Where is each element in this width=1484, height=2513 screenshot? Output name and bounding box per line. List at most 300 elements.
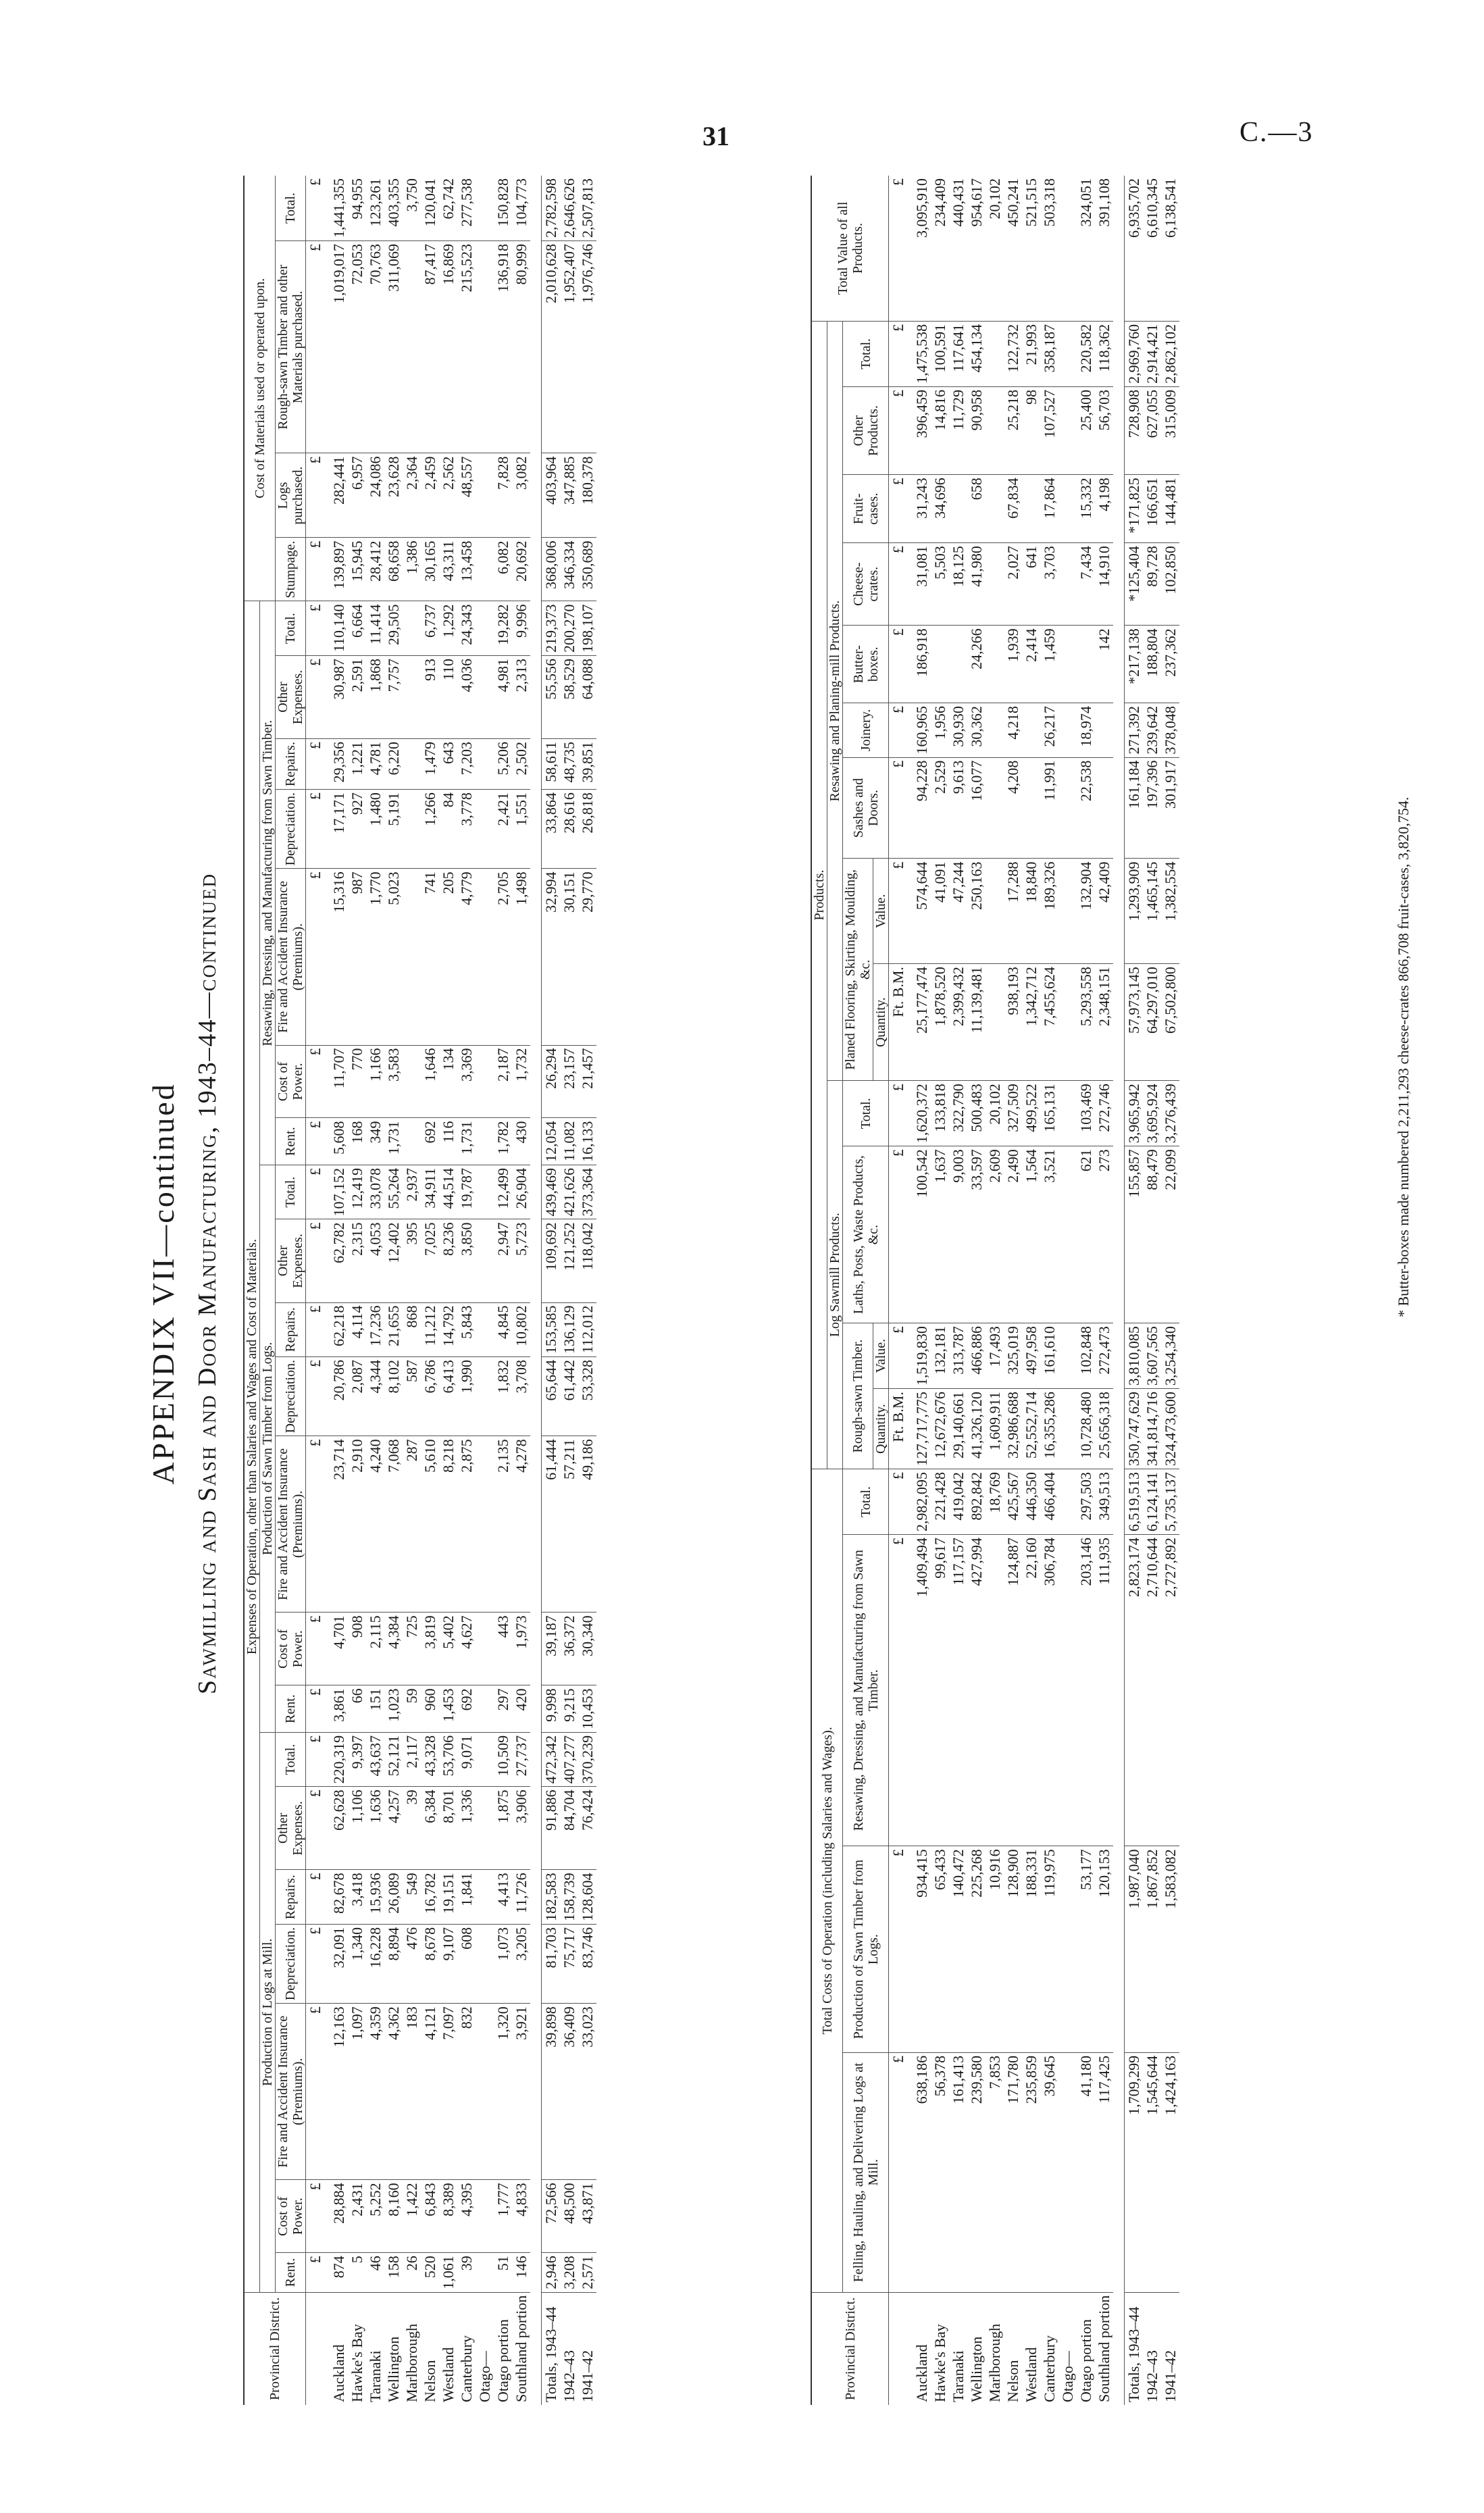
- group-logs-header: Production of Logs at Mill.: [260, 1732, 276, 2292]
- table-cell: 7,757: [384, 655, 403, 738]
- table-cell: 1,868: [366, 655, 384, 738]
- table-cell: 136,918: [494, 241, 512, 453]
- table-cell: 20,786: [324, 1357, 348, 1436]
- table-cell: 2,431: [348, 2180, 366, 2253]
- table-cell: [1022, 757, 1040, 859]
- table-cell: 52,121: [384, 1732, 403, 1787]
- table-cell: 18,840: [1022, 859, 1040, 964]
- table-cell: 133,818: [931, 1081, 949, 1146]
- table-cell: 150,828: [494, 176, 512, 241]
- page-code: C.—3: [1239, 117, 1314, 148]
- table-cell: 934,415: [907, 1846, 931, 2053]
- table-cell: 29,770: [578, 869, 596, 1045]
- table-cell: 2,875: [457, 1436, 476, 1613]
- table-cell: 3,819: [421, 1613, 439, 1685]
- table-cell: 832: [457, 2004, 476, 2180]
- table-cell: [1058, 1469, 1077, 1535]
- table-cell: 6,843: [421, 2180, 439, 2253]
- table-cell: 327,509: [1004, 1081, 1022, 1146]
- table-cell: 324,051: [1077, 176, 1095, 321]
- table-cell: 10,509: [494, 1732, 512, 1787]
- table-row: [348, 176, 366, 2405]
- table-cell: 4,384: [384, 1613, 403, 1685]
- total-label: 1942–43: [1144, 2350, 1160, 2402]
- table-cell: 3,205: [512, 1924, 530, 2003]
- table-cell: 80,999: [512, 241, 530, 453]
- table-cell: 1,453: [439, 1685, 457, 1733]
- unit-label: £: [889, 321, 908, 386]
- total-row: [542, 176, 561, 2405]
- district-label: Auckland: [330, 2344, 347, 2402]
- table-cell: 57,211: [560, 1436, 578, 1613]
- table-cell: 161,610: [1040, 1323, 1058, 1389]
- table-cell: [476, 1685, 494, 1733]
- table-cell: [476, 869, 494, 1045]
- unit-label: £: [889, 1323, 908, 1389]
- unit-label: £: [306, 1924, 325, 2003]
- table-cell: 139,897: [324, 538, 348, 601]
- total-label: Totals, 1943–44: [1125, 2292, 1144, 2405]
- table-cell: 6,138,541: [1161, 176, 1179, 321]
- log-total-header: Total.: [843, 1081, 889, 1146]
- table-cell: 22,160: [1022, 1535, 1040, 1846]
- total-row: [1161, 176, 1179, 2405]
- table-cell: 19,282: [494, 601, 512, 656]
- expense-col-header: Repairs.: [276, 1870, 306, 1925]
- table-cell: 1,939: [1004, 626, 1022, 703]
- table-cell: 171,780: [1004, 2052, 1022, 2292]
- unit-label: £: [306, 176, 325, 241]
- table-cell: 11,991: [1040, 757, 1058, 859]
- table-row: [494, 176, 512, 2405]
- resaw-total-header: Total.: [843, 321, 889, 386]
- table-cell: 3,810,085: [1125, 1323, 1144, 1389]
- footnote: * Butter-boxes made numbered 2,211,293 cheese-crates 866,708 fruit-cases, 3,820,754.: [1395, 796, 1412, 1317]
- unit-label: £: [306, 538, 325, 601]
- table-cell: 26,217: [1040, 703, 1058, 758]
- expenses-group-header: Expenses of Operation, other than Salaries and Wages and Cost of Materials.: [244, 601, 260, 2292]
- table-cell: 2,459: [421, 453, 439, 538]
- table-cell: 112,012: [578, 1302, 596, 1357]
- table-cell: 1,731: [384, 1118, 403, 1165]
- table-cell: 1,990: [457, 1357, 476, 1436]
- table-cell: 168: [348, 1118, 366, 1165]
- table-cell: 1,320: [494, 2004, 512, 2180]
- table-cell: 2,507,813: [578, 176, 596, 241]
- table-cell: 2,969,760: [1125, 321, 1144, 386]
- table-cell: [1058, 1535, 1077, 1846]
- table-cell: *171,825: [1125, 475, 1144, 543]
- table-cell: [476, 2253, 494, 2293]
- table-cell: 440,431: [949, 176, 967, 321]
- table-cell: 111,935: [1095, 1535, 1113, 1846]
- table-cell: 57,973,145: [1125, 964, 1144, 1081]
- table-cell: 5,503: [931, 543, 949, 626]
- table-cell: 6,786: [421, 1357, 439, 1436]
- table-cell: 5: [348, 2253, 366, 2293]
- table-cell: 41,980: [967, 543, 986, 626]
- table-cell: 33,023: [578, 2004, 596, 2180]
- table-cell: 8,389: [439, 2180, 457, 2253]
- table-cell: 151: [366, 1685, 384, 1733]
- table-cell: 6,957: [348, 453, 366, 538]
- table-cell: 466,886: [967, 1323, 986, 1389]
- table-cell: 12,402: [384, 1219, 403, 1302]
- sashes-header: Sashes and Doors.: [843, 757, 889, 859]
- table-cell: 10,728,480: [1077, 1389, 1095, 1469]
- table-cell: 3,276,439: [1161, 1081, 1179, 1146]
- table-cell: 2,087: [348, 1357, 366, 1436]
- table-cell: 43,637: [366, 1732, 384, 1787]
- table-cell: 16,782: [421, 1870, 439, 1925]
- expense-col-header: Cost of Power.: [276, 1045, 306, 1118]
- table-cell: 1,636: [366, 1787, 384, 1870]
- table-cell: 9,071: [457, 1732, 476, 1787]
- expense-col-header: Total.: [276, 1732, 306, 1787]
- district-label: Wellington: [385, 2336, 402, 2402]
- table-cell: 109,692: [542, 1219, 561, 1302]
- table-cell: 122,732: [1004, 321, 1022, 386]
- table-cell: 118,362: [1095, 321, 1113, 386]
- table-cell: 16,355,286: [1040, 1389, 1058, 1469]
- table-cell: 83,746: [578, 1924, 596, 2003]
- table-cell: 200,270: [560, 601, 578, 656]
- table-cell: 2,710,644: [1143, 1535, 1161, 1846]
- table-cell: 53,328: [578, 1357, 596, 1436]
- table-cell: 5,206: [494, 739, 512, 790]
- table-cell: 51: [494, 2253, 512, 2293]
- table-cell: 65,433: [931, 1846, 949, 2053]
- table-row: [403, 176, 421, 2405]
- table-cell: 692: [421, 1118, 439, 1165]
- unit-label: £: [306, 869, 325, 1045]
- table-cell: 454,134: [967, 321, 986, 386]
- table-cell: 61,444: [542, 1436, 561, 1613]
- table-cell: 5,843: [457, 1302, 476, 1357]
- table-cell: 3,850: [457, 1219, 476, 1302]
- table-cell: 136,129: [560, 1302, 578, 1357]
- table-cell: 728,908: [1125, 386, 1144, 474]
- table-cell: 9,996: [512, 601, 530, 656]
- table-cell: 41,180: [1077, 2052, 1095, 2292]
- table-cell: 1,166: [366, 1045, 384, 1118]
- table-cell: 62,628: [324, 1787, 348, 1870]
- table-cell: 430: [512, 1118, 530, 1165]
- table-cell: 4,208: [1004, 757, 1022, 859]
- table-cell: 1,459: [1040, 626, 1058, 703]
- table-cell: 378,048: [1161, 703, 1179, 758]
- table-cell: 5,735,137: [1161, 1469, 1179, 1535]
- district-label: Otago portion: [1077, 2319, 1094, 2402]
- table-cell: 2,946: [542, 2253, 561, 2293]
- unit-label: £: [889, 1535, 908, 1846]
- table-cell: 6,220: [384, 739, 403, 790]
- unit-label: £: [889, 543, 908, 626]
- table-cell: 100,542: [907, 1146, 931, 1323]
- table-cell: [986, 475, 1004, 543]
- table-row: [1077, 176, 1095, 2405]
- table-cell: 146: [512, 2253, 530, 2293]
- table-cell: 6,737: [421, 601, 439, 656]
- table-cell: 1,023: [384, 1685, 403, 1733]
- total-label: Totals, 1943–44: [542, 2292, 561, 2405]
- district-label: Westland: [440, 2347, 457, 2402]
- expense-col-header: Repairs.: [276, 1302, 306, 1357]
- table-cell: 306,784: [1040, 1535, 1058, 1846]
- table-cell: 220,582: [1077, 321, 1095, 386]
- table-cell: 6,124,141: [1143, 1469, 1161, 1535]
- table-cell: 4,218: [1004, 703, 1022, 758]
- table-cell: 49,186: [578, 1436, 596, 1613]
- table-cell: 94,228: [907, 757, 931, 859]
- unit-label: £: [306, 2253, 325, 2293]
- table-cell: 325,019: [1004, 1323, 1022, 1389]
- table-cell: 1,465,145: [1143, 859, 1161, 964]
- table-cell: 30,362: [967, 703, 986, 758]
- table-cell: 26,818: [578, 790, 596, 869]
- table-cell: 277,538: [457, 176, 476, 241]
- table-cell: 1,424,163: [1161, 2052, 1179, 2292]
- unit-label: £: [889, 176, 908, 321]
- table-cell: 123,261: [366, 176, 384, 241]
- table-cell: 960: [421, 1685, 439, 1733]
- unit-label: £: [306, 2004, 325, 2180]
- table-cell: 17,493: [986, 1323, 1004, 1389]
- table-cell: 84: [439, 790, 457, 869]
- unit-label: £: [306, 1357, 325, 1436]
- district-label: Canterbury: [1041, 2335, 1058, 2402]
- table-cell: 503,318: [1040, 176, 1058, 321]
- table-cell: 403,964: [542, 453, 561, 538]
- table-cell: 39,645: [1040, 2052, 1058, 2292]
- table-cell: 5,293,558: [1077, 964, 1095, 1081]
- unit-label: £: [306, 241, 325, 453]
- table-cell: 4,981: [494, 655, 512, 738]
- table-cell: 91,886: [542, 1787, 561, 1870]
- table-cell: 161,184: [1125, 757, 1144, 859]
- table-cell: 2,115: [366, 1613, 384, 1685]
- unit-label: £: [889, 703, 908, 758]
- table-cell: 1,731: [457, 1118, 476, 1165]
- cost-col-production: Production of Sawn Timber from Logs.: [843, 1846, 889, 2053]
- material-col-header: Rough-sawn Timber and other Materials purchased.: [276, 241, 306, 453]
- table-cell: 48,557: [457, 453, 476, 538]
- table-cell: [403, 601, 421, 656]
- expense-col-header: Rent.: [276, 1685, 306, 1733]
- table-cell: 22,099: [1161, 1146, 1179, 1323]
- table-cell: 2,399,432: [949, 964, 967, 1081]
- table-cell: 282,441: [324, 453, 348, 538]
- table-cell: 868: [403, 1302, 421, 1357]
- table-cell: 4,701: [324, 1613, 348, 1685]
- expense-col-header: Repairs.: [276, 739, 306, 790]
- table-row: [439, 176, 457, 2405]
- table-cell: 20,102: [986, 1081, 1004, 1146]
- table-row: [931, 176, 949, 2405]
- table-cell: 425,567: [1004, 1469, 1022, 1535]
- table-cell: 421,626: [560, 1165, 578, 1219]
- table-cell: 32,986,688: [1004, 1389, 1022, 1469]
- table-cell: 1,841: [457, 1870, 476, 1925]
- table-cell: 643: [439, 739, 457, 790]
- table-cell: [1058, 1081, 1077, 1146]
- table-cell: 4,359: [366, 2004, 384, 2180]
- table-cell: 119,975: [1040, 1846, 1058, 2053]
- table-cell: [986, 386, 1004, 474]
- table-cell: 120,153: [1095, 1846, 1113, 2053]
- table-cell: 61,442: [560, 1357, 578, 1436]
- table-cell: [986, 703, 1004, 758]
- table-cell: 4,114: [348, 1302, 366, 1357]
- table-cell: 13,458: [457, 538, 476, 601]
- district-label: Otago portion: [494, 2319, 511, 2402]
- table-cell: 3,703: [1040, 543, 1058, 626]
- table-cell: 24,266: [967, 626, 986, 703]
- table-cell: 443: [494, 1613, 512, 1685]
- table-cell: 1,875: [494, 1787, 512, 1870]
- table-cell: 6,384: [421, 1787, 439, 1870]
- table-cell: 2,502: [512, 739, 530, 790]
- table-cell: 215,523: [457, 241, 476, 453]
- table-cell: 2,910: [348, 1436, 366, 1613]
- table-cell: [476, 1613, 494, 1685]
- table-cell: 7,434: [1077, 543, 1095, 626]
- table-cell: 36,409: [560, 2004, 578, 2180]
- table-cell: 2,187: [494, 1045, 512, 1118]
- district-header-2: Provincial District.: [811, 2292, 889, 2405]
- table-cell: 18,125: [949, 543, 967, 626]
- table-cell: 189,326: [1040, 859, 1058, 964]
- table-cell: 874: [324, 2253, 348, 2293]
- table-cell: 2,937: [403, 1165, 421, 1219]
- table-cell: 140,472: [949, 1846, 967, 2053]
- table-cell: 158: [384, 2253, 403, 2293]
- table-cell: 313,787: [949, 1323, 967, 1389]
- table-cell: 2,571: [578, 2253, 596, 2293]
- table-cell: 62,782: [324, 1219, 348, 1302]
- table-cell: 2,027: [1004, 543, 1022, 626]
- table-cell: 574,644: [907, 859, 931, 964]
- table-cell: 24,343: [457, 601, 476, 656]
- table-cell: 10,916: [986, 1846, 1004, 2053]
- table-cell: [476, 739, 494, 790]
- expense-col-header: Fire and Accident Insurance (Premiums).: [276, 869, 306, 1045]
- table-cell: 221,428: [931, 1469, 949, 1535]
- district-label: Southland portion: [513, 2295, 530, 2402]
- table-cell: 19,787: [457, 1165, 476, 1219]
- district-label: Marlborough: [403, 2323, 420, 2402]
- total-label: 1941–42: [1162, 2350, 1179, 2402]
- table-cell: 144,481: [1161, 475, 1179, 543]
- table-cell: 26,904: [512, 1165, 530, 1219]
- table-cell: 82,678: [324, 1870, 348, 1925]
- table-cell: 30,987: [324, 655, 348, 738]
- table-cell: 128,604: [578, 1870, 596, 1925]
- table-cell: 17,171: [324, 790, 348, 869]
- unit-label: £: [306, 1787, 325, 1870]
- table-cell: 396,459: [907, 386, 931, 474]
- table-cell: 117,157: [949, 1535, 967, 1846]
- table-cell: 938,193: [1004, 964, 1022, 1081]
- table-cell: 62,218: [324, 1302, 348, 1357]
- total-row: [1125, 176, 1144, 2405]
- table-cell: 2,562: [439, 453, 457, 538]
- table-row: [384, 176, 403, 2405]
- table-cell: [476, 1045, 494, 1118]
- table-cell: 237,362: [1161, 626, 1179, 703]
- table-cell: 370,239: [578, 1732, 596, 1787]
- table-cell: 160,965: [907, 703, 931, 758]
- expense-col-header: Total.: [276, 601, 306, 656]
- table-cell: [403, 739, 421, 790]
- table-cell: 346,334: [560, 538, 578, 601]
- table-cell: 166,651: [1143, 475, 1161, 543]
- unit-label: £: [889, 1469, 908, 1535]
- table-cell: 1,952,407: [560, 241, 578, 453]
- table-cell: 658: [967, 475, 986, 543]
- table-cell: 41,091: [931, 859, 949, 964]
- table-cell: 1,519,830: [907, 1323, 931, 1389]
- table-cell: 1,441,355: [324, 176, 348, 241]
- table-cell: 8,160: [384, 2180, 403, 2253]
- table-cell: 1,293,909: [1125, 859, 1144, 964]
- table-cell: 347,885: [560, 453, 578, 538]
- table-cell: 4,053: [366, 1219, 384, 1302]
- table-cell: 64,088: [578, 655, 596, 738]
- table-cell: 322,790: [949, 1081, 967, 1146]
- table-cell: 120,041: [421, 176, 439, 241]
- table-cell: 427,994: [967, 1535, 986, 1846]
- unit-label: £: [306, 1118, 325, 1165]
- table-cell: 153,585: [542, 1302, 561, 1357]
- table-cell: 2,591: [348, 655, 366, 738]
- table-cell: [476, 2180, 494, 2253]
- table-cell: 110,140: [324, 601, 348, 656]
- table-cell: [476, 2004, 494, 2180]
- table-cell: 4,779: [457, 869, 476, 1045]
- table-cell: [1058, 703, 1077, 758]
- unit-label: £: [306, 1870, 325, 1925]
- table-cell: 14,792: [439, 1302, 457, 1357]
- table-cell: 2,529: [931, 757, 949, 859]
- fruit-header: Fruit-cases.: [843, 475, 889, 543]
- table-cell: 273: [1095, 1146, 1113, 1323]
- materials-header: Cost of Materials used or operated upon.: [244, 176, 276, 601]
- table-cell: 182,583: [542, 1870, 561, 1925]
- table-cell: 43,311: [439, 538, 457, 601]
- table-cell: 21,655: [384, 1302, 403, 1357]
- table-cell: 8,102: [384, 1357, 403, 1436]
- table-cell: 197,396: [1143, 757, 1161, 859]
- table-cell: 3,965,942: [1125, 1081, 1144, 1146]
- table-cell: 4,257: [384, 1787, 403, 1870]
- table-cell: [476, 1732, 494, 1787]
- material-col-header: Logs purchased.: [276, 453, 306, 538]
- table-cell: 24,086: [366, 453, 384, 538]
- table-cell: 14,816: [931, 386, 949, 474]
- rough-sawn-header: Rough-sawn Timber.: [843, 1323, 873, 1469]
- table-cell: 11,726: [512, 1870, 530, 1925]
- table-cell: 9,998: [542, 1685, 561, 1733]
- table-cell: 132,904: [1077, 859, 1095, 964]
- table-cell: 5,252: [366, 2180, 384, 2253]
- table-cell: [403, 1045, 421, 1118]
- table-cell: 5,608: [324, 1118, 348, 1165]
- table-cell: 324,473,600: [1161, 1389, 1179, 1469]
- table-cell: 188,804: [1143, 626, 1161, 703]
- table-cell: [476, 1870, 494, 1925]
- unit-label: £: [306, 739, 325, 790]
